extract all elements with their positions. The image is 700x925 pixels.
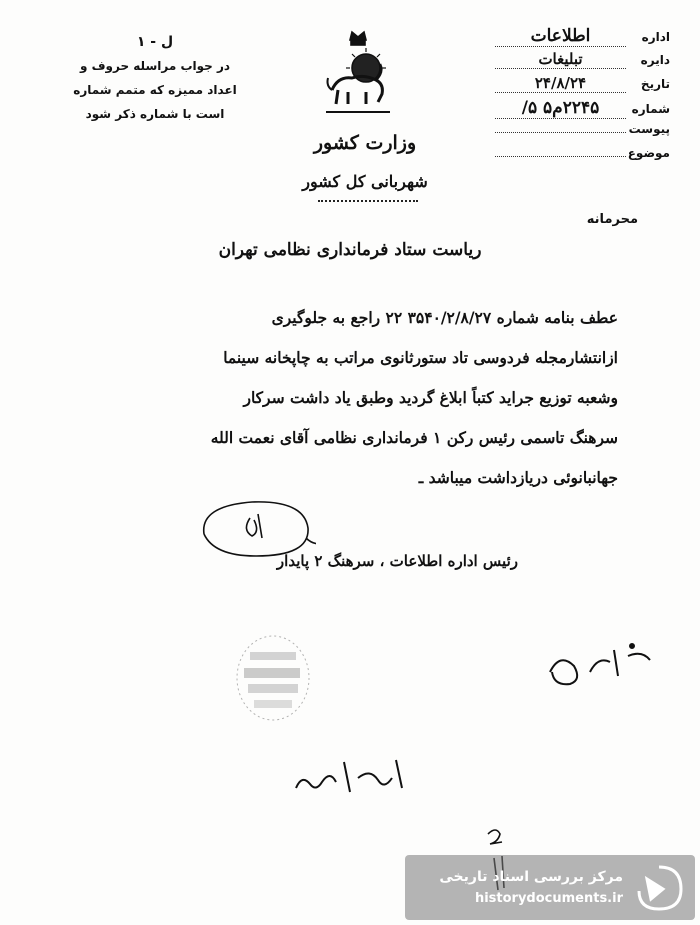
signer-rank-name: سرهنگ ۲ پایدار	[276, 552, 375, 570]
ministry-name: وزارت کشور	[313, 132, 417, 154]
field-value: اطلاعات	[495, 26, 626, 47]
reply-instructions	[40, 30, 270, 126]
field-label: شماره	[631, 102, 670, 116]
field-section	[495, 50, 670, 74]
field-office	[495, 26, 670, 50]
field-value: ۲۴/۸/۲۴	[495, 74, 626, 93]
body-line-4: سرهنگ تاسمی رئیس رکن ۱ فرمانداری نظامی آقای نعمت الله	[210, 428, 618, 447]
body-line-1: عطف بنامه شماره ۳۵۴۰/۲/۸/۲۷ ۲۲ راجع به جلوگیری	[271, 308, 618, 327]
handwritten-note-icon	[540, 632, 660, 692]
field-label: پیوست	[628, 122, 670, 136]
field-number	[495, 98, 670, 122]
faded-stamp-icon	[228, 628, 318, 728]
field-label: موضوع	[627, 146, 670, 160]
field-value	[495, 156, 626, 157]
reply-note-line-1: در جواب مراسله حروف و	[79, 59, 231, 73]
field-value: تبلیغات	[495, 50, 626, 69]
department-name: شهربانی کل کشور	[302, 172, 428, 191]
archive-logo-icon	[633, 863, 685, 913]
archive-watermark	[405, 855, 695, 920]
lion-and-sun-emblem-icon	[318, 28, 398, 118]
body-line-5: جهانبانوئی دریازداشت میباشد ـ	[418, 468, 618, 487]
letter-header-fields	[495, 26, 670, 170]
field-label: دایره	[640, 53, 670, 67]
handwritten-signature-icon	[292, 752, 412, 800]
signer-block: رئیس اداره اطلاعات ، سرهنگ ۲ پایدار	[276, 552, 518, 570]
field-label: تاریخ	[640, 77, 670, 91]
recipient-line: ریاست ستاد فرمانداری نظامی تهران	[218, 240, 482, 260]
signer-title: رئیس اداره اطلاعات	[389, 552, 518, 570]
body-line-3: وشعبه توزیع جراید کتباً ابلاغ گردید وطبق یاد داشت سرکار	[243, 388, 618, 407]
field-label: اداره	[641, 30, 670, 44]
field-attachment	[495, 122, 670, 146]
watermark-persian-text: مرکز بررسی اسناد تاریخی	[439, 869, 623, 885]
reply-note-line-2: اعداد ممیزه که متمم شماره	[73, 83, 237, 97]
field-subject	[495, 146, 670, 170]
body-line-2: ازانتشارمجله فردوسی تاد ستورثانوی مراتب به چاپخانه سینما	[223, 348, 618, 367]
confidential-mark: محرمانه	[586, 212, 638, 227]
field-date	[495, 74, 670, 98]
letter-body	[98, 298, 618, 498]
letter-code: ل - ۱	[136, 34, 174, 50]
field-value: ۲۲۴۵م۵ ۵/	[495, 98, 626, 119]
reply-note-line-3: است با شماره ذکر شود	[85, 107, 225, 121]
decorative-divider	[318, 200, 418, 206]
field-value	[495, 132, 626, 133]
watermark-url-text: historydocuments.ir	[474, 891, 623, 906]
